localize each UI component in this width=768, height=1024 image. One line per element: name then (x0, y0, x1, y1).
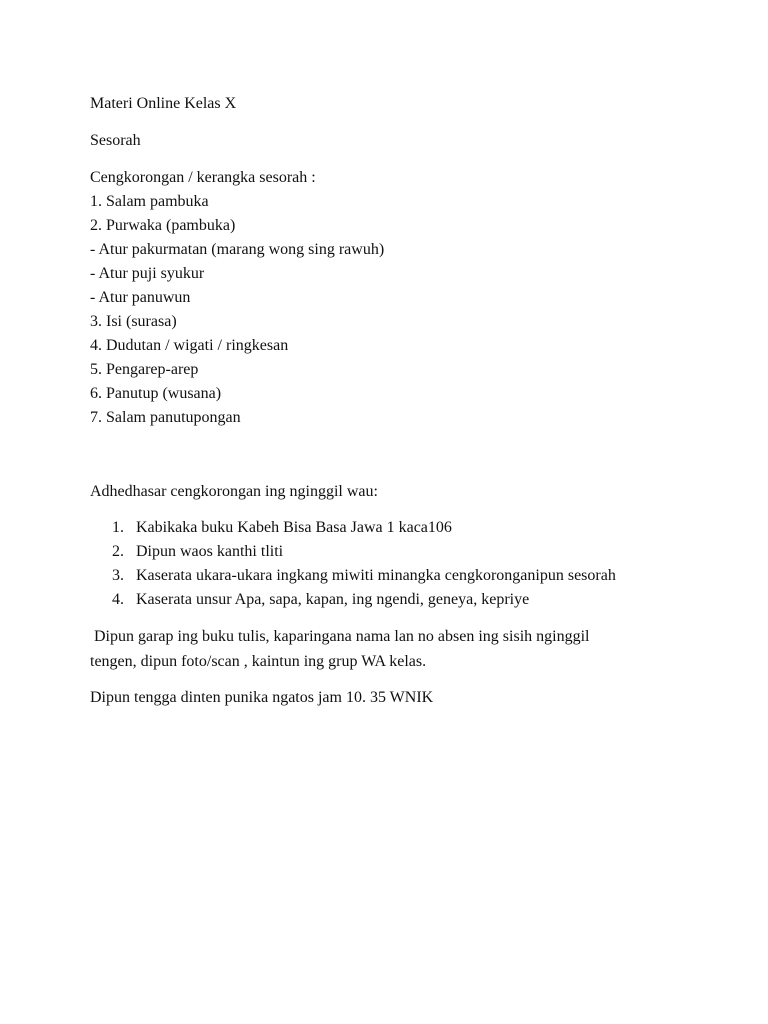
task-text: Kaserata unsur Apa, sapa, kapan, ing ngendi, geneya, kepriye (136, 591, 530, 608)
outline-item: - Atur panuwun (90, 289, 191, 306)
outline-item: 5. Pengarep-arep (90, 361, 199, 378)
task-item (112, 516, 452, 540)
document-title: Materi Online Kelas X (90, 95, 237, 112)
instruction-line: tengen, dipun foto/scan , kaintun ing grup WA kelas. (90, 653, 427, 670)
outline-heading: Cengkorongan / kerangka sesorah : (90, 169, 316, 186)
outline-item: 2. Purwaka (pambuka) (90, 217, 236, 234)
task-item (112, 588, 529, 612)
task-item (112, 540, 283, 564)
task-text: Dipun waos kanthi tliti (136, 543, 284, 560)
task-number: 1. (112, 519, 124, 536)
task-item (112, 564, 616, 588)
task-text: Kaserata ukara-ukara ingkang miwiti minangka cengkoronganipun sesorah (136, 567, 616, 584)
instruction-line: Dipun garap ing buku tulis, kaparingana nama lan no absen ing sisih nginggil (90, 628, 590, 645)
task-number: 2. (112, 543, 124, 560)
outline-item: 3. Isi (surasa) (90, 313, 177, 330)
deadline-text: Dipun tengga dinten punika ngatos jam 10. 35 WNIK (90, 689, 434, 706)
outline-item: 4. Dudutan / wigati / ringkesan (90, 337, 289, 354)
outline-item: 6. Panutup (wusana) (90, 385, 222, 402)
task-text: Kabikaka buku Kabeh Bisa Basa Jawa 1 kaca106 (136, 519, 452, 536)
task-number: 3. (112, 567, 124, 584)
task-intro: Adhedhasar cengkorongan ing nginggil wau: (90, 483, 378, 500)
document-subtitle: Sesorah (90, 132, 141, 149)
outline-item: 7. Salam panutupongan (90, 409, 241, 426)
outline-item: 1. Salam pambuka (90, 193, 209, 210)
outline-item: - Atur puji syukur (90, 265, 205, 282)
task-number: 4. (112, 591, 124, 608)
outline-item: - Atur pakurmatan (marang wong sing rawuh) (90, 241, 385, 258)
